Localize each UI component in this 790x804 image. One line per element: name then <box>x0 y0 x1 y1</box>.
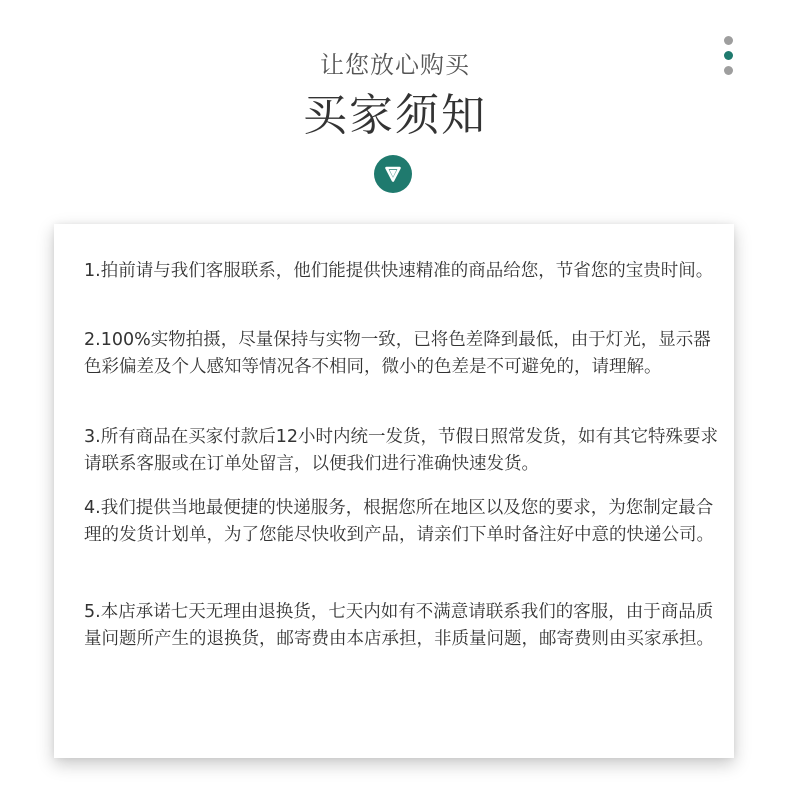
buyer-notice-card <box>54 224 734 758</box>
page-indicator-dot-1[interactable] <box>724 36 733 45</box>
notice-item-shipping-time: 3.所有商品在买家付款后12小时内统一发货，节假日照常发货，如有其它特殊要求请联系客服或在订单处留言，以便我们进行准确快速发货。 <box>84 427 718 474</box>
chevron-down-icon <box>374 155 412 193</box>
notice-item-return-policy: 5.本店承诺七天无理由退换货，七天内如有不满意请联系我们的客服，由于商品质量问题所产生的退换货，邮寄费由本店承担，非质量问题，邮寄费则由买家承担。 <box>84 602 714 649</box>
page-title: 买家须知 <box>303 90 487 141</box>
page-subtitle: 让您放心购买 <box>320 51 470 79</box>
notice-item-real-photos: 2.100%实物拍摄，尽量保持与实物一致，已将色差降到最低，由于灯光，显示器色彩偏差及个人感知等情况各不相同，微小的色差是不可避免的，请理解。 <box>84 330 711 377</box>
notice-item-courier-service: 4.我们提供当地最便捷的快递服务，根据您所在地区以及您的要求，为您制定最合理的发货计划单，为了您能尽快收到产品，请亲们下单时备注好中意的快递公司。 <box>84 498 714 545</box>
notice-item-contact-service: 1.拍前请与我们客服联系，他们能提供快速精准的商品给您，节省您的宝贵时间。 <box>84 261 714 281</box>
